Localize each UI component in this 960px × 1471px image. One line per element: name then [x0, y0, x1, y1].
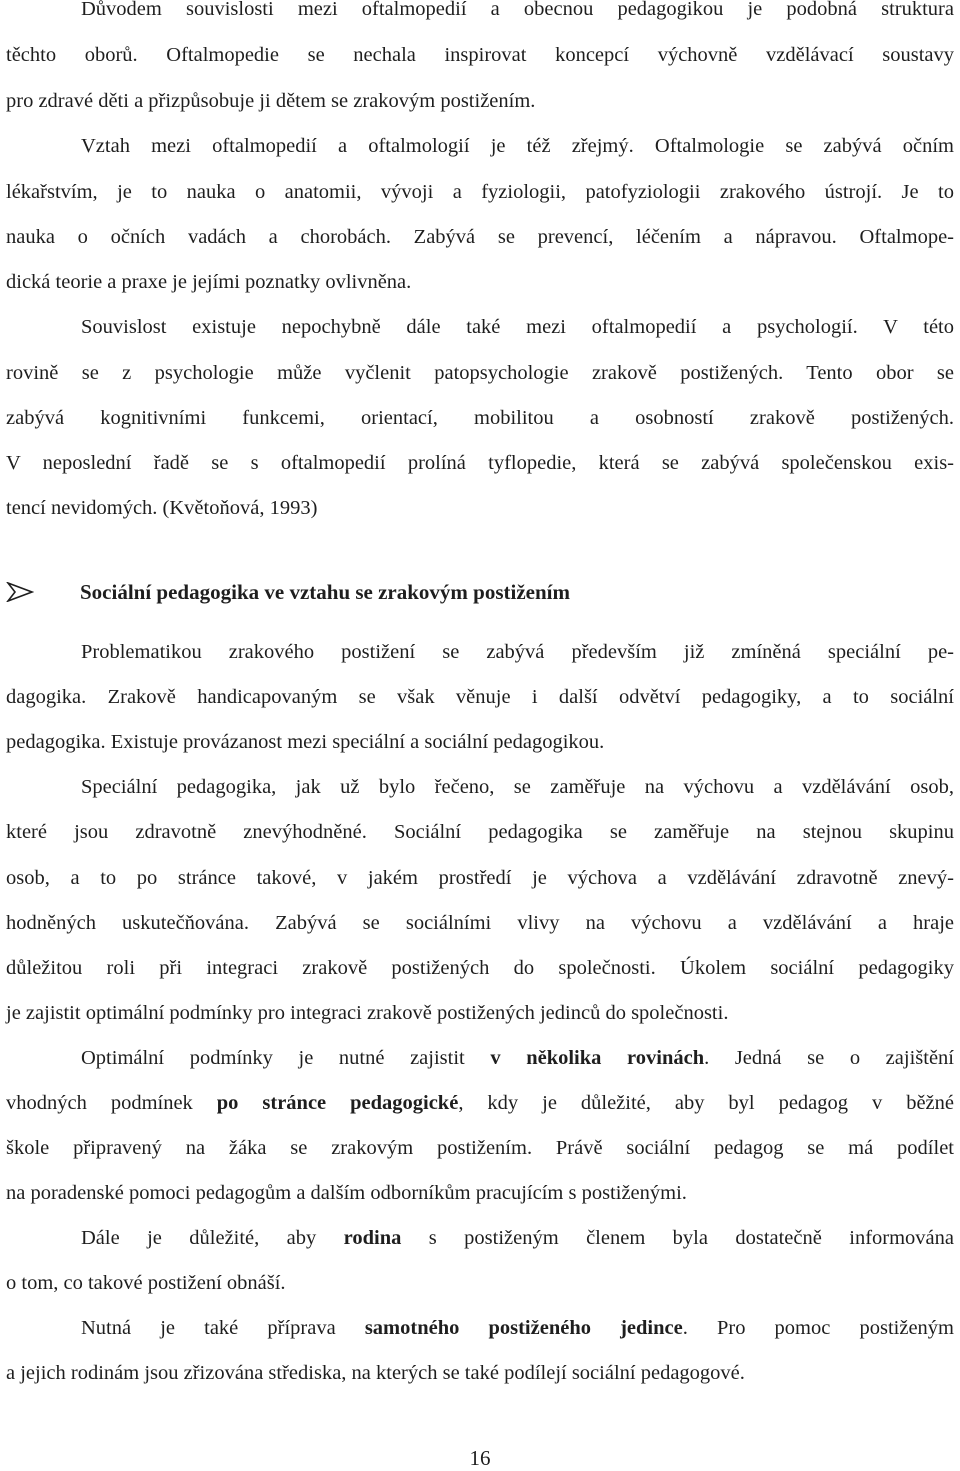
bold-phrase: samotného postiženého jedince — [364, 1317, 683, 1339]
paragraph-line: pro zdravé děti a přizpůsobuje ji dětem se zrakovým postižením. — [6, 90, 536, 112]
paragraph-line: škole připravený na žáka se zrakovým postižením. Právě sociální pedagog se má podílet — [6, 1137, 954, 1159]
paragraph-line: lékařstvím, je to nauka o anatomii, vývoji a fyziologii, patofyziologii zrakového ústrojí. Je to — [6, 181, 954, 203]
paragraph-line: Souvislost existuje nepochybně dále také mezi oftalmopedií a psychologií. V této — [81, 316, 954, 338]
bold-phrase: v několika rovinách — [490, 1047, 705, 1069]
paragraph-line: pedagogika. Existuje provázanost mezi speciální a sociální pedagogikou. — [6, 731, 605, 753]
section-heading — [6, 578, 570, 606]
arrowhead-bullet-icon — [6, 582, 34, 602]
paragraph-line: Problematikou zrakového postižení se zabývá především již zmíněná speciální pe- — [81, 641, 954, 663]
paragraph-line: dická teorie a praxe je jejími poznatky ovlivněna. — [6, 271, 412, 293]
paragraph-line: a jejich rodinám jsou zřizována střediska, na kterých se také podílejí sociální pedagogové. — [6, 1362, 745, 1384]
paragraph-line: těchto oborů. Oftalmopedie se nechala inspirovat koncepcí výchovně vzdělávací soustavy — [6, 44, 954, 66]
paragraph-line: rovině se z psychologie může vyčlenit patopsychologie zrakově postižených. Tento obor se — [6, 362, 954, 384]
paragraph-line — [81, 1316, 954, 1340]
paragraph-line — [6, 1091, 954, 1115]
paragraph-line: hodněných uskutečňována. Zabývá se sociálními vlivy na výchovu a vzdělávání a hraje — [6, 912, 954, 934]
paragraph-line: V neposlední řadě se s oftalmopedií prolíná tyflopedie, která se zabývá společenskou exis- — [6, 452, 954, 474]
text-run: Optimální podmínky je nutné zajistit — [81, 1047, 491, 1069]
paragraph-line: které jsou zdravotně znevýhodněné. Sociální pedagogika se zaměřuje na stejnou skupinu — [6, 821, 954, 843]
paragraph-line: dagogika. Zrakově handicapovaným se však věnuje i další odvětví pedagogiky, a to sociální — [6, 686, 954, 708]
paragraph-line: Důvodem souvislosti mezi oftalmopedií a obecnou pedagogikou je podobná struktura — [81, 0, 954, 20]
paragraph-line — [81, 1226, 954, 1250]
paragraph-line: zabývá kognitivními funkcemi, orientací, mobilitou a osobností zrakově postižených. — [6, 407, 954, 429]
text-run: Nutná je také příprava — [81, 1317, 365, 1339]
paragraph-line: o tom, co takové postižení obnáší. — [6, 1272, 286, 1294]
paragraph-line: důležitou roli při integraci zrakově postižených do společnosti. Úkolem sociální pedagogiky — [6, 957, 954, 979]
paragraph-line: nauka o očních vadách a chorobách. Zabývá se prevencí, léčením a nápravou. Oftalmope- — [6, 226, 954, 248]
paragraph-line: Vztah mezi oftalmopedií a oftalmologií je též zřejmý. Oftalmologie se zabývá očním — [81, 135, 954, 157]
paragraph-line: je zajistit optimální podmínky pro integraci zrakově postižených jedinců do společnosti. — [6, 1002, 729, 1024]
text-run: . Pro pomoc postiženým — [682, 1317, 954, 1339]
paragraph-line — [81, 1046, 954, 1070]
paragraph-line: tencí nevidomých. (Květoňová, 1993) — [6, 497, 318, 519]
page-number: 16 — [469, 1446, 491, 1470]
text-run: s postiženým členem byla dostatečně informována — [401, 1227, 954, 1249]
text-run: vhodných podmínek — [6, 1092, 217, 1114]
text-run: . Jedná se o zajištění — [704, 1047, 954, 1069]
bold-phrase: rodina — [343, 1227, 402, 1249]
section-heading-text: Sociální pedagogika ve vztahu se zrakovým postižením — [80, 579, 571, 604]
text-run: Dále je důležité, aby — [81, 1227, 344, 1249]
bold-phrase: po stránce pedagogické — [216, 1092, 459, 1114]
paragraph-line: osob, a to po stránce takové, v jakém prostředí je výchova a vzdělávání zdravotně znevý- — [6, 867, 954, 889]
paragraph-line: Speciální pedagogika, jak už bylo řečeno, se zaměřuje na výchovu a vzdělávání osob, — [81, 776, 954, 798]
paragraph-line: na poradenské pomoci pedagogům a dalším odborníkům pracujícím s postiženými. — [6, 1182, 687, 1204]
text-run: , kdy je důležité, aby byl pedagog v běžné — [458, 1092, 954, 1114]
